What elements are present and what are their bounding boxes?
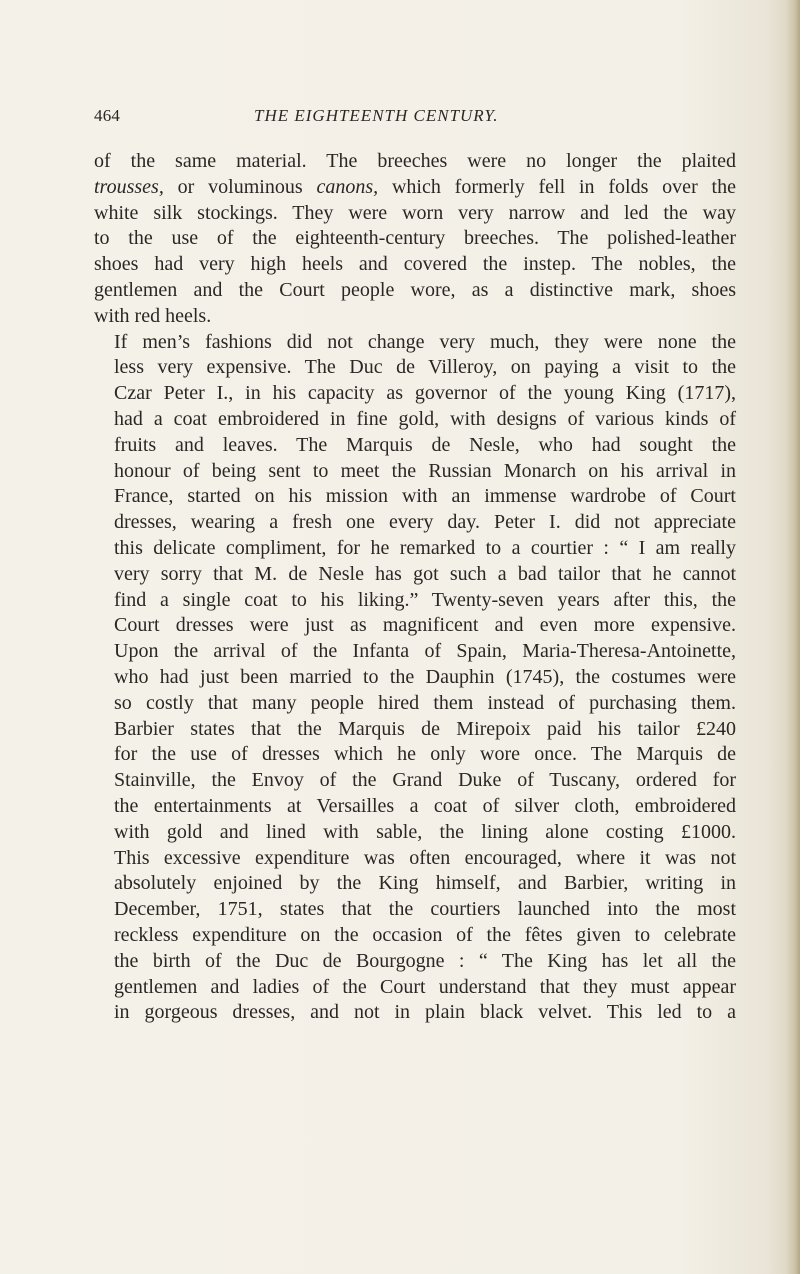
text-line: the birth of the Duc de Bourgogne : “ The King has let all the (114, 949, 736, 972)
body-text (94, 149, 736, 1026)
text-line (94, 175, 736, 201)
text-line: so costly that many people hired them instead of purchasing them. (114, 691, 736, 714)
text-line: Court dresses were just as magnificent and even more expensive. (114, 614, 736, 637)
running-title: THE EIGHTEENTH CENTURY. (254, 106, 499, 125)
text-line: white silk stockings. They were worn very narrow and led the way (94, 201, 736, 224)
text-line: absolutely enjoined by the King himself, and Barbier, writing in (114, 872, 736, 895)
italic-term-canons: canons, (316, 175, 379, 198)
text-fragment: which formerly fell in folds over the (378, 175, 736, 198)
running-head (94, 106, 714, 130)
text-line: in gorgeous dresses, and not in plain black velvet. This led to a (114, 1001, 736, 1024)
italic-term-trousses: trousses, (94, 175, 164, 198)
text-line: who had just been married to the Dauphin (1745), the costumes were (114, 665, 736, 688)
text-line: December, 1751, states that the courtiers launched into the most (114, 898, 736, 921)
page-edge-shadow (786, 0, 800, 1274)
text-line: with red heels. (94, 304, 212, 327)
text-line: find a single coat to his liking.” Twenty-seven years after this, the (114, 588, 736, 611)
text-line: very sorry that M. de Nesle has got such a bad tailor that he cannot (114, 562, 736, 585)
text-line: Stainville, the Envoy of the Grand Duke of Tuscany, ordered for (114, 769, 736, 792)
text-line: This excessive expenditure was often encouraged, where it was not (114, 846, 736, 869)
text-line: fruits and leaves. The Marquis de Nesle, who had sought the (114, 433, 736, 456)
text-line: the entertainments at Versailles a coat of silver cloth, embroidered (114, 794, 736, 817)
text-line: dresses, wearing a fresh one every day. Peter I. did not appreciate (114, 511, 736, 534)
text-line: for the use of dresses which he only wore once. The Marquis de (114, 743, 736, 766)
paragraph-2 (94, 330, 736, 1027)
paragraph-1 (94, 149, 736, 330)
text-line: of the same material. The breeches were no longer the plaited (94, 150, 736, 172)
text-line: gentlemen and the Court people wore, as a distinctive mark, shoes (94, 278, 736, 301)
text-line: Barbier states that the Marquis de Mirepoix paid his tailor £240 (114, 717, 736, 740)
text-line: with gold and lined with sable, the lining alone costing £1000. (114, 820, 736, 843)
text-line: Czar Peter I., in his capacity as governor of the young King (1717), (114, 382, 736, 405)
text-line: honour of being sent to meet the Russian Monarch on his arrival in (114, 459, 736, 482)
text-line: shoes had very high heels and covered the instep. The nobles, the (94, 253, 736, 276)
text-line: reckless expenditure on the occasion of the fêtes given to celebrate (114, 923, 736, 946)
text-line: France, started on his mission with an immense wardrobe of Court (114, 485, 736, 508)
text-line: less very expensive. The Duc de Villeroy, on paying a visit to the (114, 356, 736, 379)
text-line: If men’s fashions did not change very much, they were none the (114, 330, 736, 353)
text-fragment: or voluminous (163, 175, 317, 198)
text-line: this delicate compliment, for he remarked to a courtier : “ I am really (114, 536, 736, 559)
page-number: 464 (94, 106, 121, 125)
text-line: to the use of the eighteenth-century breeches. The polished-leather (94, 227, 736, 250)
text-line: gentlemen and ladies of the Court understand that they must appear (114, 975, 736, 998)
text-line: had a coat embroidered in fine gold, with designs of various kinds of (114, 407, 736, 430)
text-line: Upon the arrival of the Infanta of Spain, Maria-Theresa-Antoinette, (114, 640, 736, 663)
